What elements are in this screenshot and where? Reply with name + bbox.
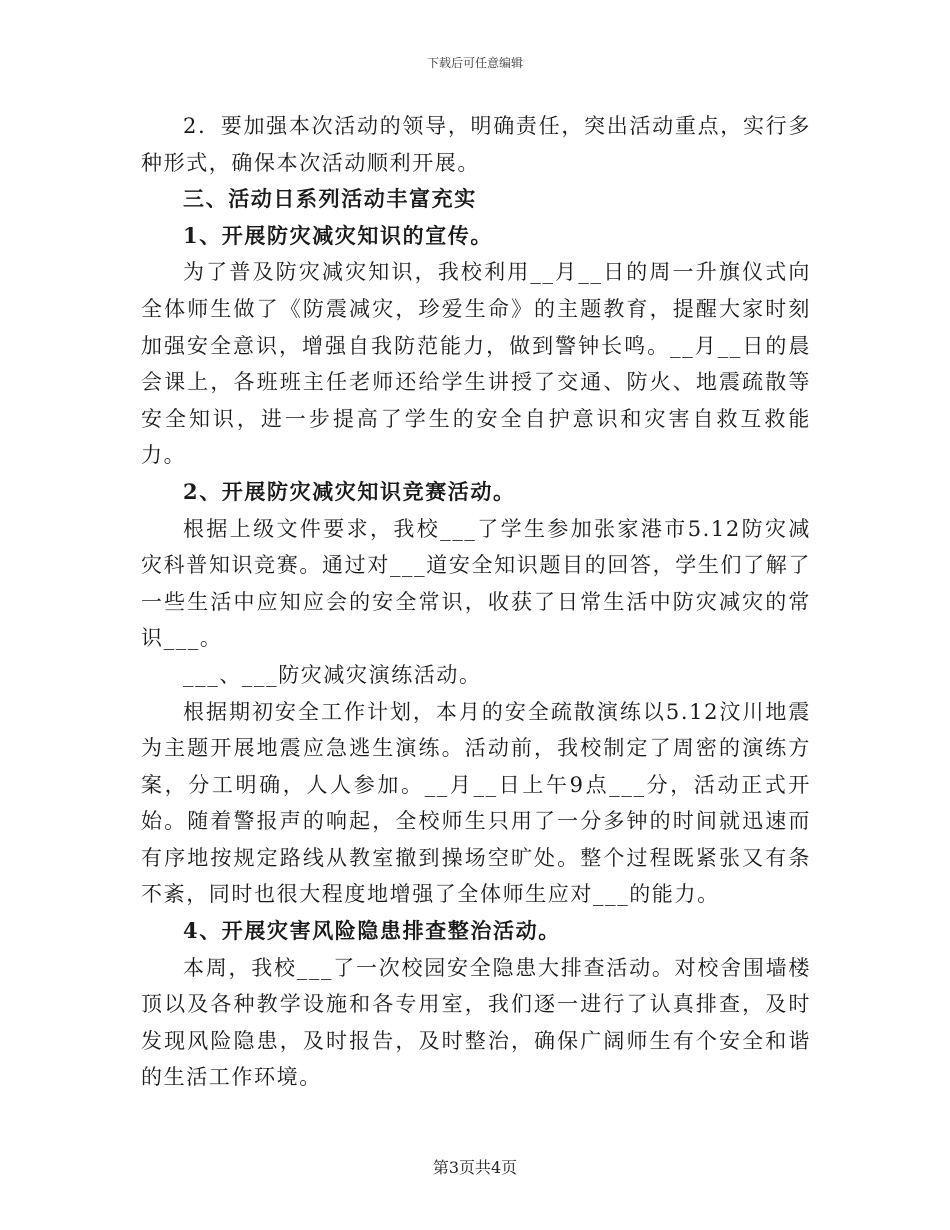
- header-note: 下载后可任意编辑: [426, 56, 523, 70]
- paragraph-3: 根据上级文件要求，我校___了学生参加张家港市5.12防灾减灾科普知识竞赛。通过对___道安全知识题目的回答，学生们了解了一些生活中应知应会的安全常识，收获了日常生活中防灾减灾的常识___。: [141, 516, 811, 651]
- page-number: 第3页共4页: [432, 1158, 518, 1177]
- subheading-4: 4、开展灾害风险隐患排查整治活动。: [183, 918, 561, 944]
- section-heading-3: 三、活动日系列活动丰富充实: [183, 186, 477, 212]
- paragraph-5: 本周，我校___了一次校园安全隐患大排查活动。对校舍围墙楼顶以及各种教学设施和各专用室，我们逐一进行了认真排查，及时发现风险隐患，及时报告，及时整治，确保广阔师生有个安全和谐的生活工作环境。: [141, 955, 811, 1090]
- subheading-3: ___、___防灾减灾演练活动。: [183, 662, 482, 687]
- paragraph-2: 为了普及防灾减灾知识，我校利用__月__日的周一升旗仪式向全体师生做了《防震减灾，珍爱生命》的主题教育，提醒大家时刻加强安全意识，增强自我防范能力，做到警钟长鸣。__月__日的晨会课上，各班班主任老师还给学生讲授了交通、防火、地震疏散等安全知识，进一步提高了学生的安全自护意识和灾害自救互救能力。: [141, 260, 811, 468]
- paragraph-4: 根据期初安全工作计划，本月的安全疏散演练以5.12汶川地震为主题开展地震应急逃生演练。活动前，我校制定了周密的演练方案，分工明确，人人参加。__月__日上午9点___分，活动正式开始。随着警报声的响起，全校师生只用了一分多钟的时间就迅速而有序地按规定路线从教室撤到操场空旷处。整个过程既紧张又有条不紊，同时也很大程度地增强了全体师生应对___的能力。: [141, 699, 811, 907]
- subheading-1: 1、开展防灾减灾知识的宣传。: [183, 222, 494, 248]
- paragraph-1: 2．要加强本次活动的领导，明确责任，突出活动重点，实行多种形式，确保本次活动顺利开展。: [141, 114, 811, 175]
- subheading-2: 2、开展防灾减灾知识竞赛活动。: [183, 478, 516, 504]
- document-body: [141, 108, 811, 1096]
